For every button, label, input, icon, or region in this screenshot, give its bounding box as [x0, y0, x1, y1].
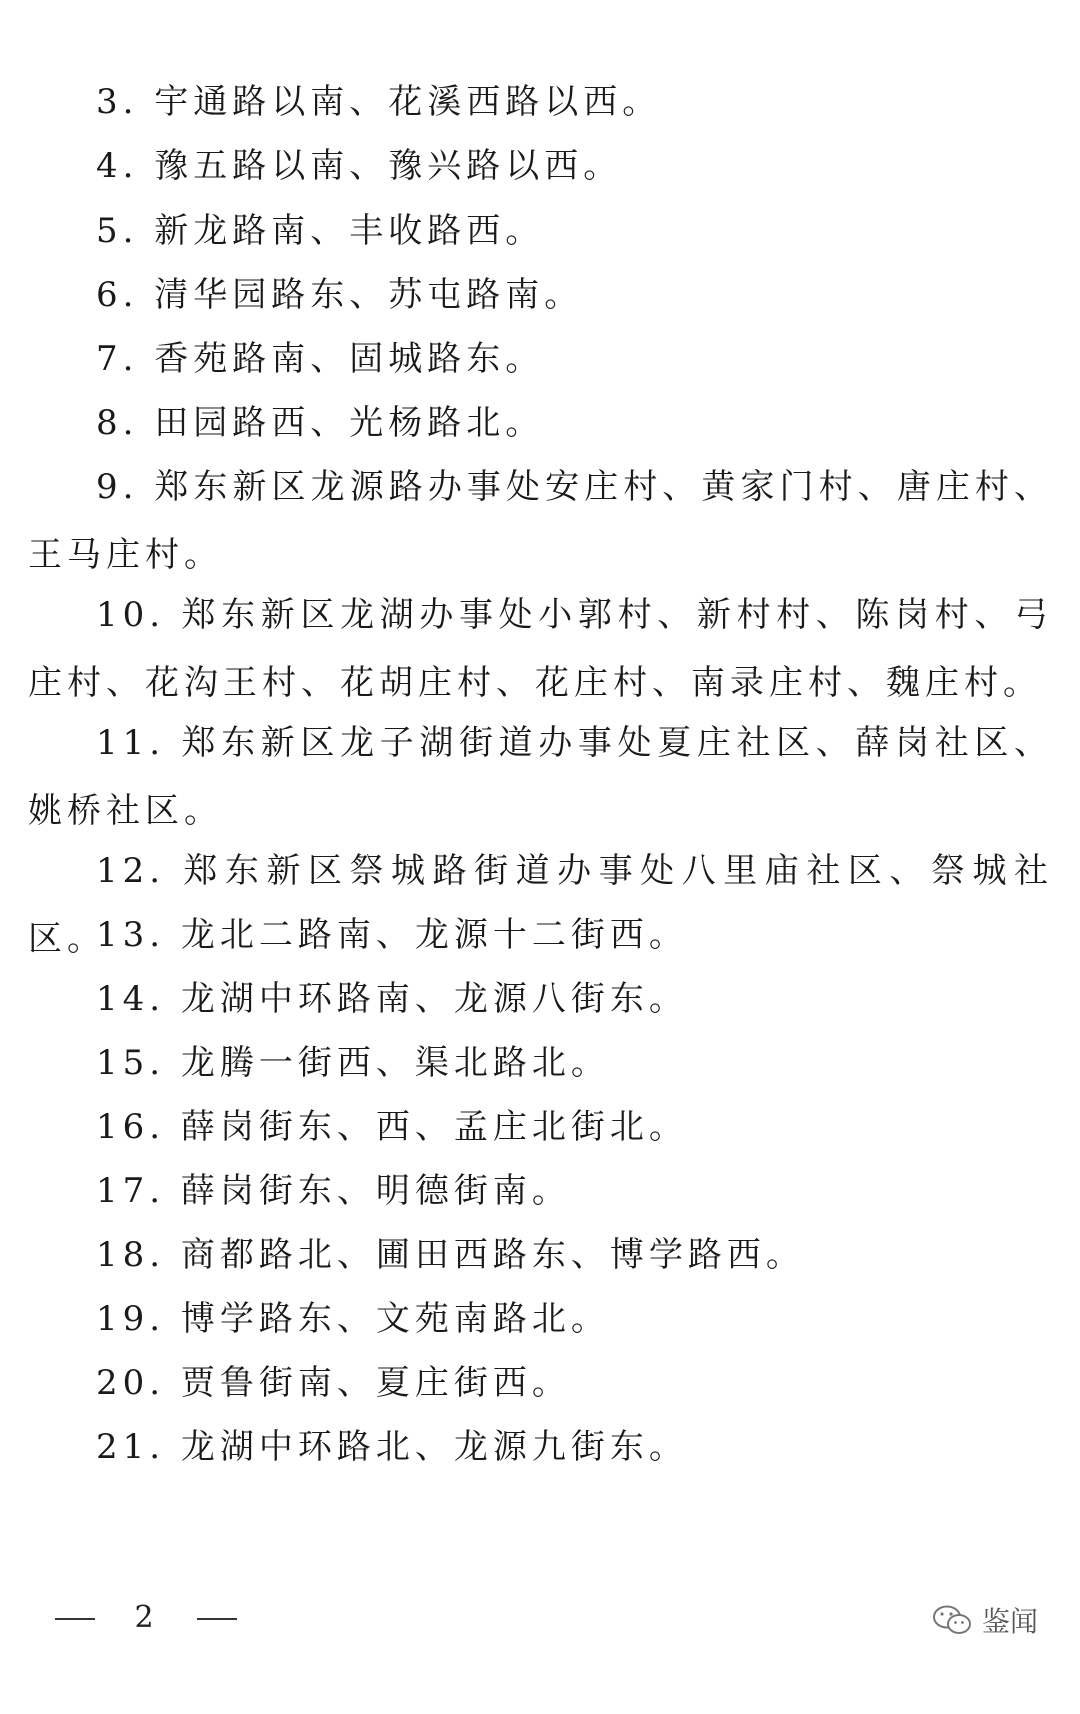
list-item: 10. 郑东新区龙湖办事处小郭村、新村村、陈岗村、弓庄村、花沟王村、花胡庄村、花庄村、南录庄村、魏庄村。 — [28, 595, 1053, 703]
list-item: 17. 薛岗街东、明德街南。 — [96, 1171, 571, 1211]
list-item: 5. 新龙路南、丰收路西。 — [96, 211, 545, 251]
list-item: 20. 贾鲁街南、夏庄街西。 — [96, 1363, 571, 1403]
list-item: 9. 郑东新区龙源路办事处安庄村、黄家门村、唐庄村、王马庄村。 — [28, 467, 1053, 575]
page-footer — [55, 1600, 237, 1635]
list-item: 7. 香苑路南、固城路东。 — [96, 339, 545, 379]
list-item: 19. 博学路东、文苑南路北。 — [96, 1299, 610, 1339]
footer-dash-left — [55, 1618, 95, 1620]
list-item: 11. 郑东新区龙子湖街道办事处夏庄社区、薛岗社区、姚桥社区。 — [28, 723, 1053, 831]
list-item: 4. 豫五路以南、豫兴路以西。 — [96, 146, 623, 186]
list-item: 18. 商都路北、圃田西路东、博学路西。 — [96, 1235, 805, 1275]
wechat-icon — [932, 1604, 972, 1636]
list-item: 21. 龙湖中环路北、龙源九街东。 — [96, 1427, 688, 1467]
watermark — [932, 1600, 1038, 1640]
watermark-text: 鉴闻 — [981, 1605, 1038, 1638]
list-item: 13. 龙北二路南、龙源十二街西。 — [96, 915, 688, 955]
footer-dash-right — [197, 1618, 237, 1620]
list-item: 6. 清华园路东、苏屯路南。 — [96, 275, 584, 315]
list-item: 14. 龙湖中环路南、龙源八街东。 — [96, 979, 688, 1019]
list-item: 12. 郑东新区祭城路街道办事处八里庙社区、祭城社区。 — [28, 851, 1053, 959]
list-item: 15. 龙腾一街西、渠北路北。 — [96, 1043, 610, 1083]
list-item: 8. 田园路西、光杨路北。 — [96, 403, 545, 443]
page-number: 2 — [134, 1600, 158, 1635]
list-item: 16. 薛岗街东、西、孟庄北街北。 — [96, 1107, 688, 1147]
list-item: 3. 宇通路以南、花溪西路以西。 — [96, 82, 662, 122]
